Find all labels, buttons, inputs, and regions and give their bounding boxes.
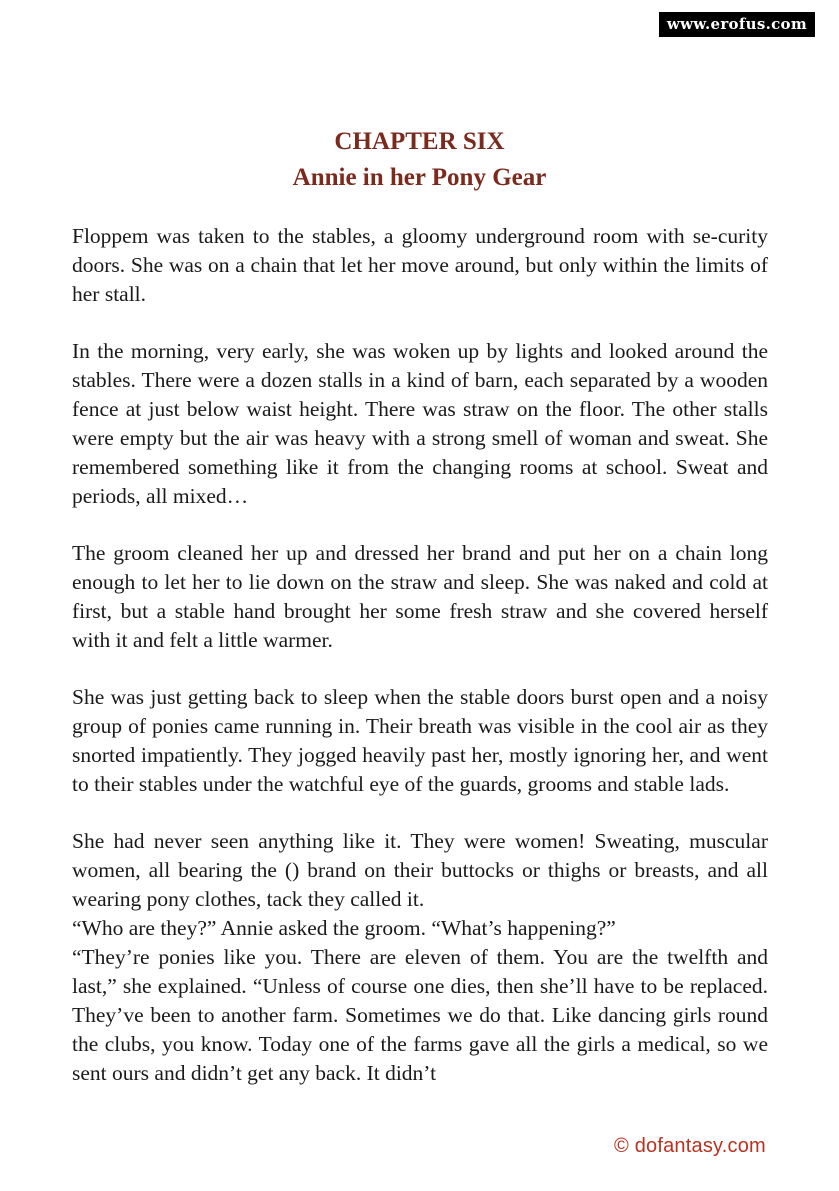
paragraph: She had never seen anything like it. They were women! Sweating, muscular women, all bearing the () brand on their buttocks or thighs or breasts, and all wearing pony clothes, tack they called it. (72, 829, 768, 911)
paragraph: The groom cleaned her up and dressed her brand and put her on a chain long enough to let her to lie down on the straw and sleep. She was naked and cold at first, but a stable hand brought her some fresh straw and she covered herself with it and felt a little warmer. (72, 541, 768, 652)
paragraph: Floppem was taken to the stables, a gloomy underground room with se-curity doors. She was on a chain that let her move around, but only within the limits of her stall. (72, 224, 768, 306)
chapter-heading (0, 126, 839, 194)
paragraph: She was just getting back to sleep when the stable doors burst open and a noisy group of ponies came running in. Their breath was visible in the cool air as they snorted impatiently. They jogged heavily past her, mostly ignoring her, and went to their stables under the watchful eye of the guards, grooms and stable lads. (72, 685, 768, 796)
paragraph: In the morning, very early, she was woken up by lights and looked around the stables. There were a dozen stalls in a kind of barn, each separated by a wooden fence at just below waist height. There was straw on the floor. The other stalls were empty but the air was heavy with a strong smell of woman and sweat. She remembered something like it from the changing rooms at school. Sweat and periods, all mixed… (72, 339, 768, 508)
footer-copyright: © dofantasy.com (614, 1135, 766, 1157)
chapter-title: CHAPTER SIX (334, 128, 505, 155)
dialogue-line: “Who are they?” Annie asked the groom. “What’s happening?” (72, 916, 616, 940)
chapter-body (72, 222, 768, 1088)
dialogue-line: “They’re ponies like you. There are eleven of them. You are the twelfth and last,” she explained. “Unless of course one dies, then she’ll have to be replaced. They’ve been to another farm. Sometimes we do that. Like dancing girls round the clubs, you know. Today one of the farms gave all the girls a medical, so we sent ours and didn’t get any back. It didn’t (72, 945, 768, 1085)
chapter-subtitle: Annie in her Pony Gear (292, 164, 547, 191)
watermark-logo: www.erofus.com (659, 12, 815, 37)
